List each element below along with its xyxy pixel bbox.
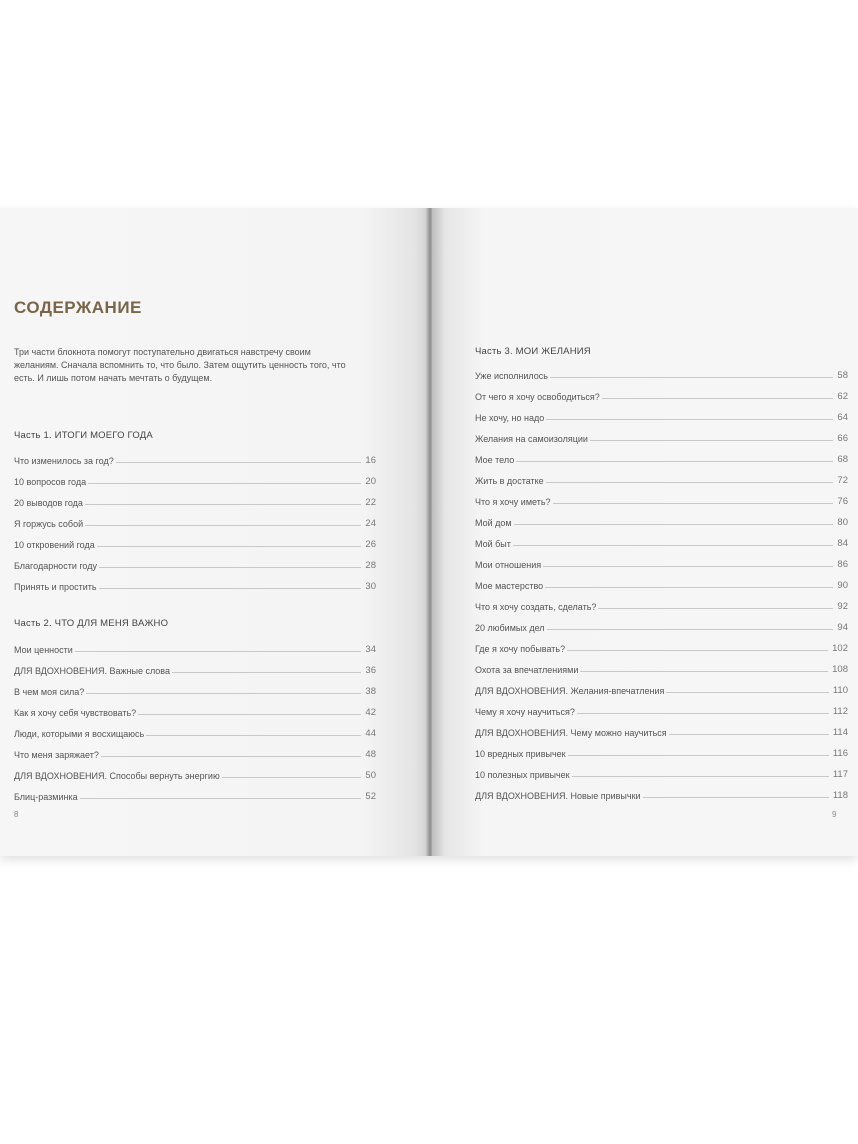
toc-entry-page: 90 <box>837 580 848 591</box>
toc-entry <box>475 675 848 696</box>
page-number-left: 8 <box>14 810 19 819</box>
toc-entry-label: Желания на самоизоляции <box>475 434 588 444</box>
toc-leader-line <box>513 545 834 546</box>
toc-entry <box>475 654 848 675</box>
toc-entry-page: 42 <box>365 707 376 718</box>
left-page <box>0 208 428 856</box>
toc-leader-line <box>101 756 362 757</box>
toc-entry <box>14 676 376 697</box>
toc-entry-page: 48 <box>365 749 376 760</box>
toc-entry <box>475 549 848 570</box>
toc-leader-line <box>580 671 828 672</box>
toc-entry-page: 62 <box>837 391 848 402</box>
toc-leader-line <box>545 587 833 588</box>
toc-entry-label: Что меня заряжает? <box>14 750 99 760</box>
intro-paragraph: Три части блокнота помогут поступательно двигаться навстречу своим желаниям. Сначала вспомнить то, что было. Затем ощутить ценность того, что есть. И лишь потом начать мечтать о будущем. <box>14 347 346 383</box>
part-1-title: Часть 1. ИТОГИ МОЕГО ГОДА <box>14 430 153 441</box>
toc-entry <box>14 466 376 487</box>
toc-leader-line <box>172 672 361 673</box>
toc-entry-label: 20 выводов года <box>14 498 83 508</box>
part-3-title: Часть 3. МОИ ЖЕЛАНИЯ <box>475 346 591 357</box>
toc-entry <box>475 738 848 759</box>
toc-entry-page: 68 <box>837 454 848 465</box>
page-number-right: 9 <box>832 810 837 819</box>
toc-entry <box>14 634 376 655</box>
toc-leader-line <box>514 524 834 525</box>
toc-entry-page: 34 <box>365 644 376 655</box>
toc-entry-page: 22 <box>365 497 376 508</box>
toc-leader-line <box>99 588 362 589</box>
toc-entry-label: Благодарности году <box>14 561 97 571</box>
part-1-toc <box>14 445 376 592</box>
toc-leader-line <box>553 503 834 504</box>
toc-leader-line <box>666 692 828 693</box>
toc-entry <box>475 612 848 633</box>
toc-leader-line <box>86 693 361 694</box>
toc-leader-line <box>572 776 829 777</box>
toc-entry-label: В чем моя сила? <box>14 687 85 697</box>
toc-leader-line <box>577 713 829 714</box>
toc-entry-label: Что я хочу создать, сделать? <box>475 602 597 612</box>
toc-entry-label: 20 любимых дел <box>475 623 545 633</box>
page-title: СОДЕРЖАНИЕ <box>14 298 142 317</box>
toc-entry-page: 58 <box>837 370 848 381</box>
toc-entry-page: 110 <box>832 685 848 696</box>
toc-entry-label: ДЛЯ ВДОХНОВЕНИЯ. Новые привычки <box>475 791 641 801</box>
right-page <box>432 208 858 856</box>
toc-entry <box>475 570 848 591</box>
book-spread <box>0 208 858 856</box>
toc-entry <box>14 487 376 508</box>
toc-leader-line <box>590 440 834 441</box>
toc-entry-label: Где я хочу побывать? <box>475 644 566 654</box>
toc-entry-page: 64 <box>837 412 848 423</box>
toc-entry-page: 76 <box>837 496 848 507</box>
toc-entry-label: 10 откровений года <box>14 540 95 550</box>
toc-leader-line <box>97 546 362 547</box>
toc-entry <box>14 760 376 781</box>
toc-leader-line <box>80 798 362 799</box>
toc-entry-label: 10 вопросов года <box>14 477 87 487</box>
toc-entry-page: 92 <box>837 601 848 612</box>
toc-entry <box>14 529 376 550</box>
toc-entry-page: 117 <box>832 769 848 780</box>
toc-entry-label: Что я хочу иметь? <box>475 497 551 507</box>
part-3-toc <box>475 360 848 801</box>
toc-entry <box>14 718 376 739</box>
toc-entry-page: 28 <box>365 560 376 571</box>
toc-entry <box>475 444 848 465</box>
toc-entry-label: ДЛЯ ВДОХНОВЕНИЯ. Важные слова <box>14 666 170 676</box>
toc-entry-label: Мой быт <box>475 539 511 549</box>
toc-entry <box>475 780 848 801</box>
toc-entry <box>14 697 376 718</box>
toc-entry-page: 108 <box>832 664 848 675</box>
toc-entry-page: 30 <box>365 581 376 592</box>
toc-entry <box>14 739 376 760</box>
toc-entry <box>14 781 376 802</box>
part-2-title: Часть 2. ЧТО ДЛЯ МЕНЯ ВАЖНО <box>14 618 169 629</box>
toc-leader-line <box>543 566 833 567</box>
toc-leader-line <box>516 461 833 462</box>
toc-entry <box>475 360 848 381</box>
toc-entry-label: Жить в достатке <box>475 476 544 486</box>
toc-leader-line <box>138 714 361 715</box>
toc-entry-label: Принять и простить <box>14 582 97 592</box>
toc-entry-label: ДЛЯ ВДОХНОВЕНИЯ. Чему можно научиться <box>475 728 667 738</box>
toc-entry <box>475 486 848 507</box>
toc-leader-line <box>85 504 361 505</box>
toc-entry-page: 38 <box>365 686 376 697</box>
toc-leader-line <box>222 777 362 778</box>
toc-entry-page: 52 <box>365 791 376 802</box>
toc-leader-line <box>669 734 829 735</box>
toc-entry-page: 80 <box>837 517 848 528</box>
toc-entry-page: 24 <box>365 518 376 529</box>
toc-leader-line <box>567 650 828 651</box>
toc-entry <box>475 528 848 549</box>
toc-leader-line <box>546 419 833 420</box>
toc-entry-page: 112 <box>832 706 848 717</box>
toc-entry <box>14 571 376 592</box>
part-2-toc <box>14 634 376 802</box>
toc-entry-page: 26 <box>365 539 376 550</box>
toc-entry-page: 66 <box>837 433 848 444</box>
toc-entry <box>475 717 848 738</box>
toc-entry <box>475 465 848 486</box>
toc-entry <box>475 423 848 444</box>
toc-entry-label: Мое тело <box>475 455 515 465</box>
toc-leader-line <box>116 462 362 463</box>
toc-leader-line <box>146 735 361 736</box>
toc-leader-line <box>547 629 834 630</box>
toc-entry-page: 102 <box>832 643 848 654</box>
toc-leader-line <box>568 755 829 756</box>
toc-entry-label: Что изменилось за год? <box>14 456 114 466</box>
toc-entry-page: 20 <box>365 476 376 487</box>
toc-entry <box>475 633 848 654</box>
toc-entry <box>475 381 848 402</box>
toc-leader-line <box>88 483 361 484</box>
toc-entry-page: 84 <box>837 538 848 549</box>
toc-entry-label: Мои ценности <box>14 645 73 655</box>
toc-entry <box>475 759 848 780</box>
toc-entry-label: 10 полезных привычек <box>475 770 570 780</box>
toc-leader-line <box>602 398 834 399</box>
toc-entry-page: 44 <box>365 728 376 739</box>
toc-leader-line <box>598 608 833 609</box>
toc-entry-label: Охота за впечатлениями <box>475 665 579 675</box>
toc-entry-page: 50 <box>365 770 376 781</box>
toc-entry-label: Мой дом <box>475 518 512 528</box>
toc-leader-line <box>550 377 833 378</box>
toc-entry-label: Как я хочу себя чувствовать? <box>14 708 137 718</box>
toc-entry <box>14 445 376 466</box>
toc-leader-line <box>546 482 834 483</box>
toc-entry-label: Люди, которыми я восхищаюсь <box>14 729 145 739</box>
toc-entry-label: Мое мастерство <box>475 581 544 591</box>
toc-entry-label: Я горжусь собой <box>14 519 84 529</box>
toc-entry-page: 16 <box>365 455 376 466</box>
toc-entry-page: 116 <box>832 748 848 759</box>
toc-entry-page: 118 <box>832 790 848 801</box>
toc-leader-line <box>643 797 829 798</box>
toc-entry <box>475 696 848 717</box>
toc-entry-label: ДЛЯ ВДОХНОВЕНИЯ. Способы вернуть энергию <box>14 771 220 781</box>
toc-entry-page: 36 <box>365 665 376 676</box>
toc-entry-page: 114 <box>832 727 848 738</box>
toc-entry <box>14 550 376 571</box>
toc-entry-label: Уже исполнилось <box>475 371 548 381</box>
toc-entry-label: ДЛЯ ВДОХНОВЕНИЯ. Желания-впечатления <box>475 686 665 696</box>
toc-leader-line <box>75 651 362 652</box>
toc-entry-page: 72 <box>837 475 848 486</box>
toc-leader-line <box>85 525 361 526</box>
toc-entry <box>475 591 848 612</box>
toc-entry-page: 94 <box>837 622 848 633</box>
toc-entry <box>14 508 376 529</box>
toc-leader-line <box>99 567 361 568</box>
toc-entry <box>475 402 848 423</box>
toc-entry <box>475 507 848 528</box>
toc-entry-label: Не хочу, но надо <box>475 413 545 423</box>
toc-entry <box>14 655 376 676</box>
toc-entry-label: 10 вредных привычек <box>475 749 566 759</box>
toc-entry-label: От чего я хочу освободиться? <box>475 392 600 402</box>
toc-entry-page: 86 <box>837 559 848 570</box>
toc-entry-label: Блиц-разминка <box>14 792 78 802</box>
toc-entry-label: Мои отношения <box>475 560 542 570</box>
toc-entry-label: Чему я хочу научиться? <box>475 707 575 717</box>
